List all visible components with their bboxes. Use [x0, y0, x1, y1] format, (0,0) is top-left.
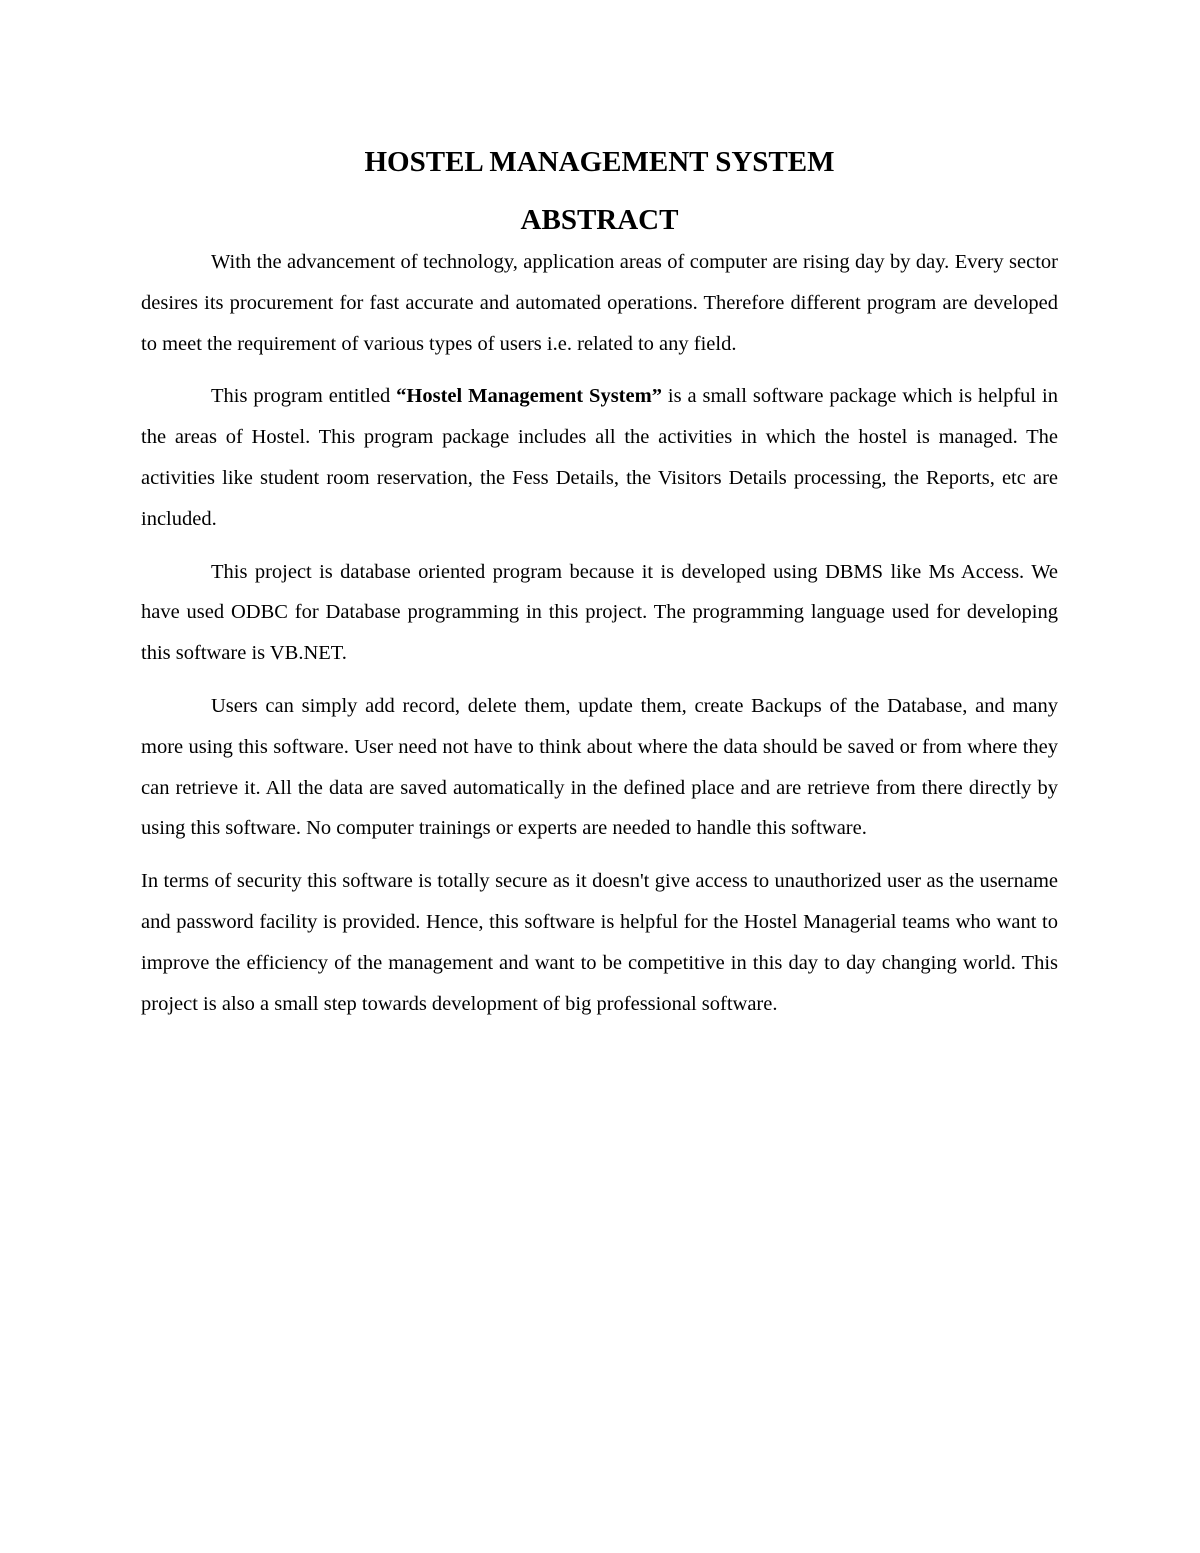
document-content	[141, 140, 1058, 1024]
paragraph-5: In terms of security this software is totally secure as it doesn't give access to unauthorized user as the username and password facility is provided. Hence, this software is helpful for the Hostel Managerial teams who want to improve the efficiency of the management and want to be competitive in this day to day changing world. This project is also a small step towards development of big professional software.	[141, 870, 1058, 1015]
paragraph-2-rest: is a small software package which is helpful in the areas of Hostel. This program package includes all the activities in which the hostel is managed. The activities like student room reservation, the Fess Details, the Visitors Details processing, the Reports, etc are included.	[141, 385, 1058, 530]
paragraph-1: With the advancement of technology, application areas of computer are rising day by day. Every sector desires its procurement for fast accurate and automated operations. Therefore different program are developed to meet the requirement of various types of users i.e. related to any field.	[141, 251, 1058, 355]
paragraph-2	[141, 376, 1058, 539]
abstract-body	[141, 242, 1058, 1024]
abstract-heading: ABSTRACT	[520, 204, 679, 236]
document-title: HOSTEL MANAGEMENT SYSTEM	[364, 146, 835, 178]
paragraph-3: This project is database oriented program because it is developed using DBMS like Ms Access. We have used ODBC for Database programming in this project. The programming language used for developing this software is VB.NET.	[141, 560, 1058, 665]
paragraph-4: Users can simply add record, delete them, update them, create Backups of the Database, and many more using this software. User need not have to think about where the data should be saved or from where they can retrieve it. All the data are saved automatically in the defined place and are retrieve from there directly by using this software. No computer trainings or experts are needed to handle this software.	[141, 694, 1058, 840]
program-name: “Hostel Management System”	[396, 385, 662, 408]
paragraph-2-intro: This program entitled	[211, 385, 397, 408]
